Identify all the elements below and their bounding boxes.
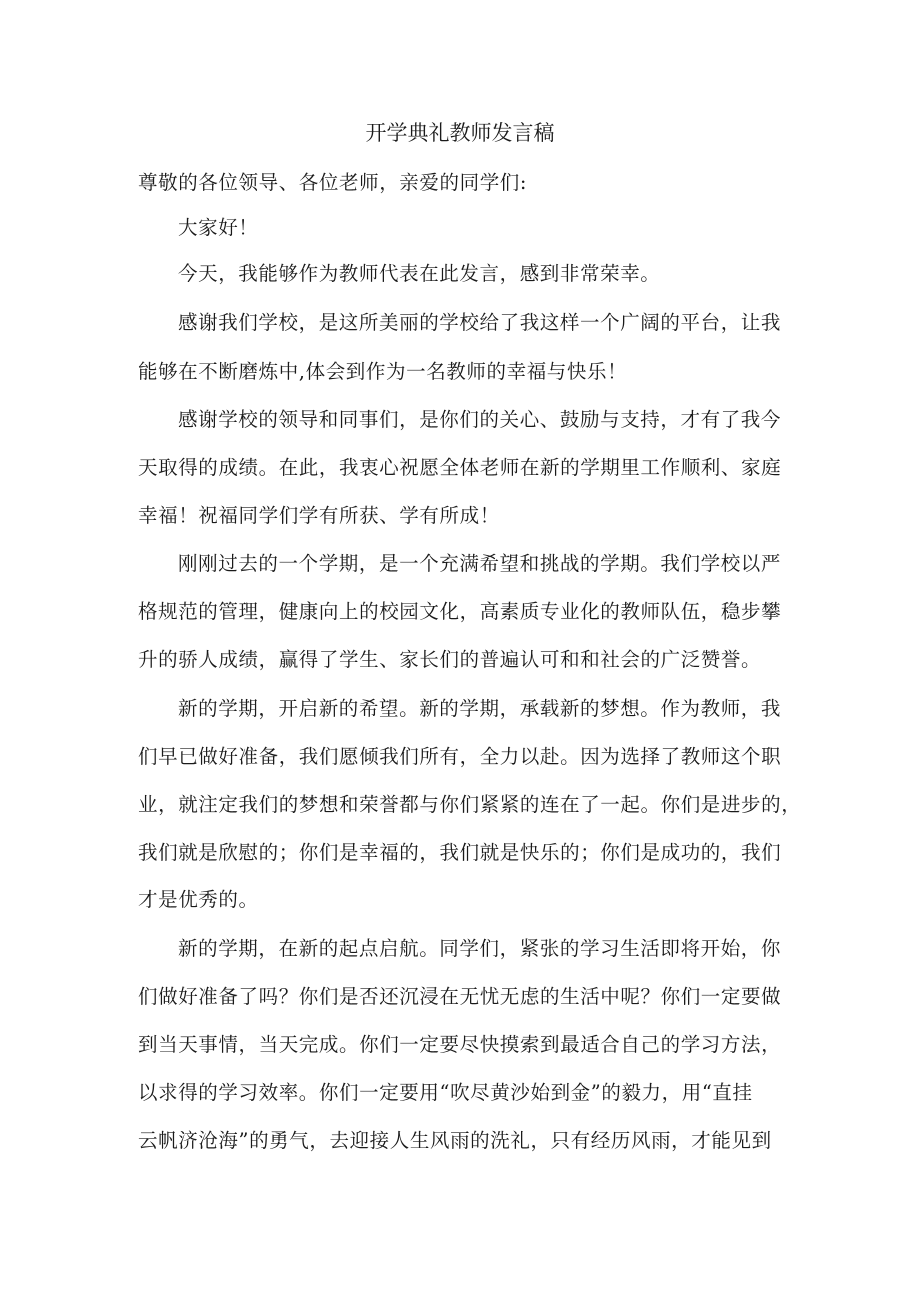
paragraph-line: 天取得的成绩。在此，我衷心祝愿全体老师在新的学期里工作顺利、家庭 [138, 456, 782, 479]
paragraph-line: 升的骄人成绩，赢得了学生、家长们的普遍认可和和社会的广泛赞誉。 [138, 648, 762, 671]
document-title: 开学典礼教师发言稿 [365, 121, 555, 145]
paragraph-line: 才是优秀的。 [138, 888, 259, 911]
paragraph-line: 今天，我能够作为教师代表在此发言，感到非常荣幸。 [178, 262, 661, 285]
paragraph-line: 幸福！祝福同学们学有所获、学有所成！ [138, 504, 500, 527]
paragraph-line: 业，就注定我们的梦想和荣誉都与你们紧紧的连在了一起。你们是进步的， [138, 793, 802, 816]
paragraph-line: 以求得的学习效率。你们一定要用“吹尽黄沙始到金”的毅力，用“直挂 [138, 1081, 753, 1104]
paragraph-line: 感谢我们学校，是这所美丽的学校给了我这样一个广阔的平台，让我 [178, 311, 782, 334]
paragraph-line: 云帆济沧海”的勇气，去迎接人生风雨的洗礼，只有经历风雨，才能见到 [138, 1129, 772, 1152]
paragraph-line: 们做好准备了吗？你们是否还沉浸在无忧无虑的生活中呢？你们一定要做 [138, 985, 782, 1008]
greeting-line: 大家好！ [178, 216, 259, 239]
paragraph-line: 格规范的管理，健康向上的校园文化，高素质专业化的教师队伍，稳步攀 [138, 600, 782, 623]
paragraph-line: 我们就是欣慰的；你们是幸福的，我们就是快乐的；你们是成功的，我们 [138, 841, 782, 864]
paragraph-line: 能够在不断磨炼中,体会到作为一名教师的幸福与快乐！ [138, 360, 628, 383]
salutation-line: 尊敬的各位领导、各位老师，亲爱的同学们: [138, 171, 528, 194]
paragraph-line: 到当天事情，当天完成。你们一定要尽快摸索到最适合自己的学习方法， [138, 1033, 782, 1056]
paragraph-line: 们早已做好准备，我们愿倾我们所有，全力以赴。因为选择了教师这个职 [138, 745, 782, 768]
paragraph-line: 新的学期，在新的起点启航。同学们，紧张的学习生活即将开始，你 [178, 937, 782, 960]
paragraph-line: 刚刚过去的一个学期，是一个充满希望和挑战的学期。我们学校以严 [178, 552, 782, 575]
paragraph-line: 感谢学校的领导和同事们，是你们的关心、鼓励与支持，才有了我今 [178, 408, 782, 431]
paragraph-line: 新的学期，开启新的希望。新的学期，承载新的梦想。作为教师，我 [178, 697, 782, 720]
